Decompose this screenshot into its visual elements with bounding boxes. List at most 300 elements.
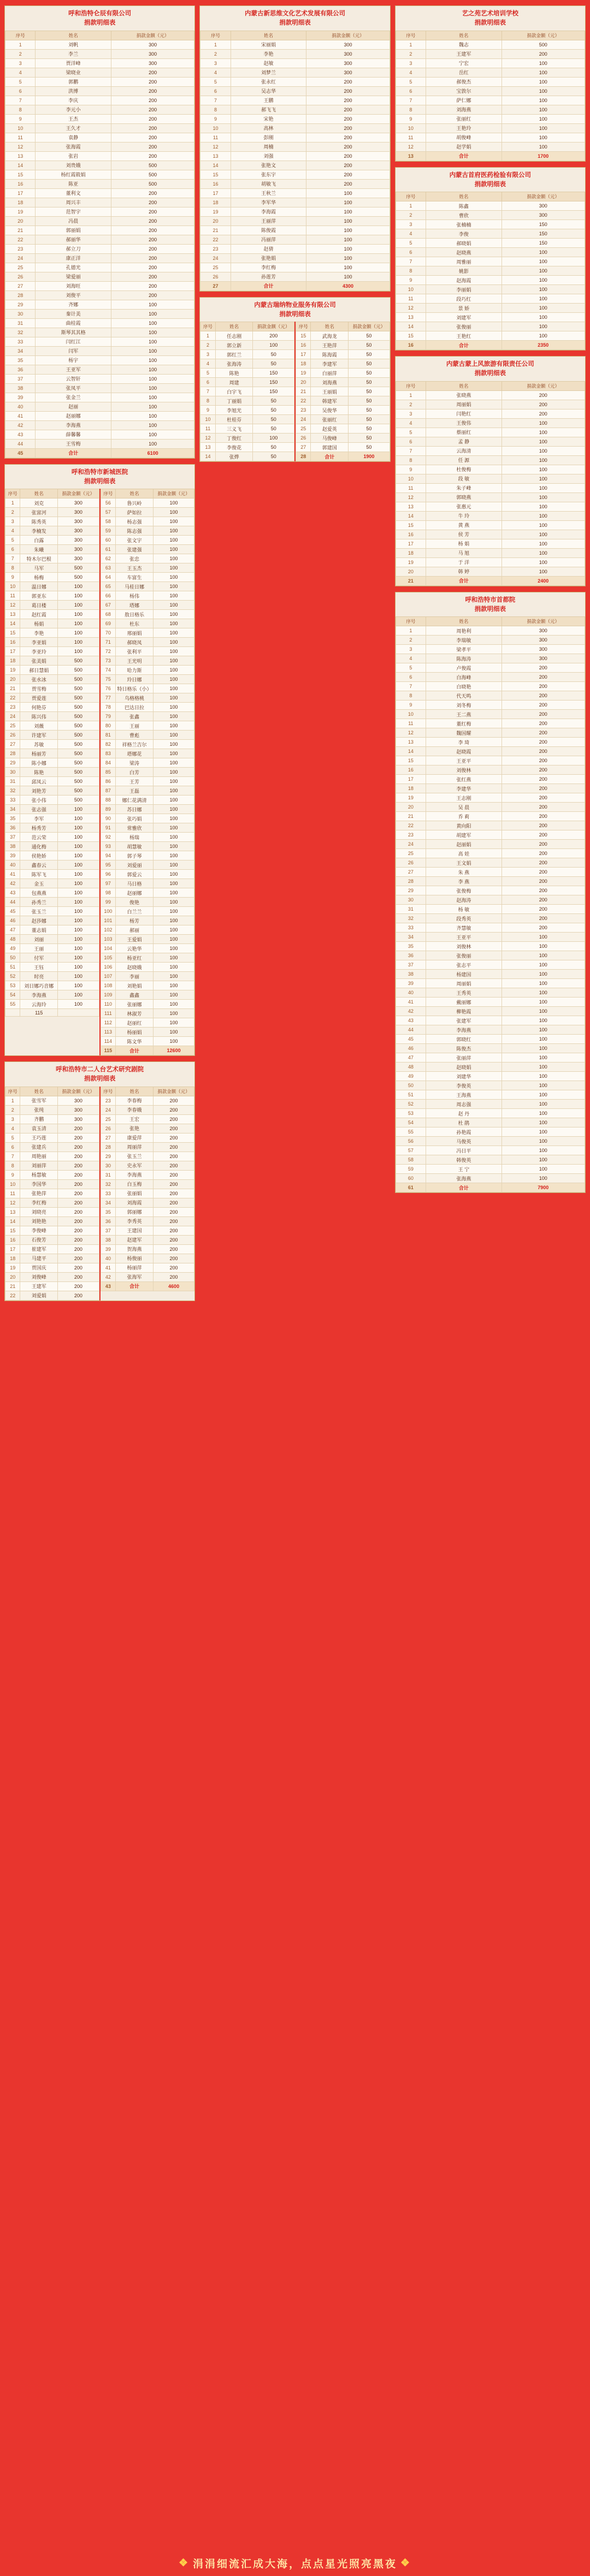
table-row [296,350,390,359]
cell-amt: 100 [153,842,194,851]
column-header-amount: 捐款金额（元） [253,322,294,331]
cell-name: 陈艳 [20,768,58,777]
column-header-amount: 捐款金额（元） [111,31,194,40]
table-row [101,990,194,1000]
cell-idx: 4 [200,359,215,369]
cell-name: 赵丽娜 [116,888,154,898]
table-half-right [101,489,195,1055]
cell-idx: 26 [5,731,20,740]
cell-idx: 6 [5,545,20,554]
cell-idx: 37 [5,374,36,383]
table-row [5,712,99,721]
cell-amt: 100 [502,428,585,437]
cell-amt: 100 [502,58,585,68]
table-row [5,393,194,402]
cell-amt: 200 [502,812,585,821]
cell-name: 张海军 [116,1272,154,1281]
cell-name: 王光明 [116,656,154,666]
cell-name: 李春娥 [116,1105,154,1114]
cell-name: 石俊芳 [20,1235,58,1244]
cell-name: 薛馨馨 [36,430,111,439]
cell-name: 白海峰 [426,673,502,682]
cell-amt: 100 [502,86,585,96]
table-row [5,272,194,281]
table-row [396,539,585,548]
cell-idx: 20 [5,216,36,225]
panel-title: 艺之苑艺术培训学校 捐款明细表 [462,10,519,27]
cell-amt: 500 [58,563,99,573]
table-row [101,526,194,536]
cell-idx: 1 [5,498,20,508]
cell-idx: 2 [396,400,426,409]
cell-amt: 1900 [349,452,390,461]
cell-name: 李俊峰 [20,1226,58,1235]
table-row [5,1263,99,1272]
cell-idx: 28 [5,290,36,300]
cell-name: 李俊花 [215,443,253,452]
cell-idx: 21 [396,576,426,585]
cell-name: 曹欣 [426,211,502,220]
table-row [5,703,99,712]
table-row [200,244,390,253]
cell-name: 吴志华 [231,86,306,96]
cell-amt: 100 [502,520,585,530]
cell-amt: 100 [58,990,99,1000]
table-row [396,960,585,970]
cell-idx: 9 [396,276,426,285]
column-header-amount: 捐款金额（元） [502,192,585,201]
cell-name: 张惠元 [426,502,502,511]
cell-idx: 57 [396,1146,426,1155]
cell-amt: 100 [502,331,585,341]
cell-amt: 200 [58,1142,99,1152]
cell-idx: 29 [5,300,36,309]
cell-name: 郭爱云 [116,870,154,879]
cell-name: 宋丽娟 [231,40,306,49]
cell-amt: 100 [153,721,194,731]
cell-amt: 100 [502,502,585,511]
cell-idx: 5 [200,77,231,86]
cell-idx: 1 [5,1096,20,1105]
cell-idx: 38 [5,842,20,851]
cell-amt: 200 [58,1254,99,1263]
table-row [101,1114,194,1124]
table-row [101,925,194,935]
table-row [396,868,585,877]
cell-amt: 50 [349,350,390,359]
column-header-index: 序号 [396,31,426,40]
cell-idx: 3 [396,645,426,654]
table-row [396,988,585,998]
table-row [296,387,390,396]
cell-idx: 5 [5,77,36,86]
cell-idx: 3 [5,517,20,526]
cell-amt: 200 [58,1235,99,1244]
cell-name: 马俊峰 [311,434,349,443]
cell-amt: 150 [253,369,294,378]
cell-idx: 3 [5,58,36,68]
cell-amt: 100 [502,557,585,567]
cell-amt: 100 [153,601,194,610]
table-row [396,1007,585,1016]
cell-idx: 11 [200,133,231,142]
cell-name: 马俊英 [426,1137,502,1146]
cell-amt: 200 [153,1216,194,1226]
cell-idx: 78 [101,703,115,712]
cell-name: 陈志强 [116,526,154,536]
cell-idx: 42 [5,879,20,888]
cell-amt: 200 [502,914,585,923]
cell-idx: 81 [101,731,115,740]
cell-idx: 2 [5,49,36,58]
cell-name: 高林 [231,123,306,133]
cell-idx: 17 [396,775,426,784]
cell-idx: 9 [200,406,215,415]
cell-amt: 100 [153,805,194,814]
panel-title: 呼和浩特市二人台艺术研究剧院 捐款明细表 [56,1066,144,1083]
table-row [101,833,194,842]
cell-name: 李兰 [36,49,111,58]
table-row [396,849,585,858]
cell-idx: 43 [396,1016,426,1025]
cell-idx: 19 [200,207,231,216]
cell-idx: 11 [396,719,426,728]
cell-amt: 500 [58,758,99,768]
cell-idx: 13 [396,502,426,511]
cell-name: 任 源 [426,455,502,465]
cell-name: 李艳 [231,49,306,58]
cell-name: 刘海霞 [116,1198,154,1207]
table-row [296,341,390,350]
table-row [200,40,390,49]
cell-amt: 100 [502,951,585,960]
column-header-index: 序号 [296,322,311,331]
cell-name: 王亚军 [36,365,111,374]
table-row [396,266,585,276]
table-row [396,201,585,211]
cell-amt: 100 [306,198,390,207]
cell-name: 张丽萍 [426,1053,502,1063]
cell-name: 乔 莉 [426,812,502,821]
cell-idx: 61 [396,1183,426,1192]
cell-idx: 1 [200,331,215,341]
cell-name: 萨仁娜 [426,96,502,105]
cell-idx: 2 [5,1105,20,1114]
cell-idx: 40 [5,402,36,411]
cell-idx: 8 [200,396,215,406]
table-row [101,582,194,591]
cell-idx: 9 [396,701,426,710]
cell-amt: 100 [111,402,194,411]
cell-amt: 100 [306,244,390,253]
cell-name: 郝晓娟 [426,239,502,248]
table-row [5,981,99,990]
cell-idx: 26 [396,858,426,868]
cell-name: 梁孝平 [426,645,502,654]
column-header-name: 姓名 [116,489,154,498]
cell-name: 车富生 [116,573,154,582]
table-row [396,502,585,511]
cell-name: 李庆 [36,96,111,105]
cell-idx: 73 [101,656,115,666]
cell-name: 杜 鹃 [426,1118,502,1127]
cell-name: 张雪军 [20,1096,58,1105]
donation-panel-yizhizhu-peixun [395,5,586,162]
cell-amt: 100 [502,979,585,988]
cell-amt: 100 [58,870,99,879]
cell-idx: 39 [5,393,36,402]
table-row [101,638,194,647]
table-row [5,935,99,944]
cell-name: 魏志 [426,40,502,49]
table-row [396,1090,585,1100]
cell-idx: 8 [5,563,20,573]
table-row [101,517,194,526]
table-row [396,1100,585,1109]
cell-amt: 100 [111,346,194,355]
cell-amt: 200 [306,151,390,161]
donation-panel-neimenggu-xinsiwei [199,5,390,292]
table-row [396,812,585,821]
table-row [396,418,585,428]
cell-name: 史永军 [116,1161,154,1170]
cell-name: 赵海霞 [426,276,502,285]
cell-idx: 110 [101,1000,115,1009]
cell-idx: 15 [5,170,36,179]
cell-name: 杨 娟 [426,539,502,548]
cell-name: 常雅欣 [116,823,154,833]
table-row [396,530,585,539]
cell-name: 李 琦 [426,738,502,747]
cell-amt: 200 [502,886,585,895]
cell-idx: 3 [396,409,426,418]
cell-idx: 39 [5,851,20,860]
column-header-index: 序号 [200,31,231,40]
cell-amt: 100 [153,823,194,833]
cell-idx: 64 [101,573,115,582]
table-row [101,610,194,619]
cell-name: 张巧娟 [116,814,154,823]
cell-idx: 14 [5,161,36,170]
table-row [396,858,585,868]
table-row [101,563,194,573]
cell-idx: 83 [101,749,115,758]
cell-amt: 200 [502,400,585,409]
table-row [101,693,194,703]
cell-amt: 100 [153,925,194,935]
cell-amt: 100 [58,591,99,601]
cell-name: 李春梅 [116,1096,154,1105]
cell-amt: 50 [253,443,294,452]
cell-name: 王磊 [116,786,154,796]
cell-amt: 500 [58,573,99,582]
cell-name: 萨如拉 [116,508,154,517]
cell-idx: 91 [101,823,115,833]
cell-idx: 38 [396,970,426,979]
table-row [101,1018,194,1028]
cell-idx: 21 [200,225,231,235]
cell-amt: 100 [253,341,294,350]
table-row [5,749,99,758]
cell-amt: 100 [153,1018,194,1028]
table-row [5,235,194,244]
table-row [5,758,99,768]
cell-name: 张艳萍 [20,1189,58,1198]
table-half-right [101,1087,195,1301]
cell-idx: 6 [396,248,426,257]
cell-amt: 100 [153,1009,194,1018]
cell-name: 代天鸣 [426,691,502,701]
cell-name: 赵倩 [231,244,306,253]
cell-name: 闫红江 [36,337,111,346]
cell-name: 孙艳霞 [426,1127,502,1137]
cell-idx: 72 [101,647,115,656]
cell-amt: 200 [502,756,585,765]
cell-name: 李亚玲 [20,647,58,656]
table-row [200,207,390,216]
cell-idx: 8 [5,1161,20,1170]
cell-idx: 39 [101,1244,115,1254]
cell-amt: 300 [111,58,194,68]
column-header-index: 序号 [200,322,215,331]
cell-amt: 100 [153,916,194,925]
cell-name: 周丽娟 [426,979,502,988]
table-row [396,784,585,793]
table-row [5,1170,99,1179]
cell-name: 合计 [311,452,349,461]
cell-idx: 18 [5,198,36,207]
cell-idx: 47 [396,1053,426,1063]
table-row [396,673,585,682]
cell-idx: 52 [396,1100,426,1109]
cell-idx: 9 [200,114,231,123]
cell-name: 王钰 [20,963,58,972]
table-row [396,492,585,502]
cell-amt: 100 [58,805,99,814]
cell-amt: 200 [111,253,194,263]
cell-name: 冯丽萍 [231,235,306,244]
cell-name: 梁晓业 [36,68,111,77]
cell-amt: 200 [502,895,585,905]
cell-name: 云艳华 [116,944,154,953]
cell-amt: 100 [58,638,99,647]
cell-idx: 4 [396,418,426,428]
cell-idx: 111 [101,1009,115,1018]
cell-name: 张建兵 [20,1142,58,1152]
table-row [396,474,585,483]
cell-name: 王艳玲 [426,123,502,133]
cell-name: 李国华 [20,1179,58,1189]
table-row [396,1118,585,1127]
cell-idx: 2 [396,49,426,58]
cell-amt: 200 [58,1291,99,1300]
cell-amt: 200 [153,1114,194,1124]
cell-idx: 17 [296,350,311,359]
table-row [396,313,585,322]
cell-amt: 200 [111,272,194,281]
cell-amt: 200 [253,331,294,341]
cell-amt: 500 [58,656,99,666]
table-row [101,1133,194,1142]
cell-name: 冯晨 [36,216,111,225]
table-row [396,1109,585,1118]
cell-amt: 100 [58,814,99,823]
cell-idx: 60 [396,1174,426,1183]
cell-idx: 16 [5,1235,20,1244]
cell-amt: 100 [153,610,194,619]
cell-amt: 300 [58,517,99,526]
cell-idx: 79 [101,712,115,721]
table-row [200,151,390,161]
cell-amt: 100 [58,944,99,953]
cell-amt: 300 [58,536,99,545]
cell-amt: 100 [502,68,585,77]
cell-amt: 200 [306,170,390,179]
cell-idx: 30 [5,768,20,777]
cell-amt: 200 [153,1198,194,1207]
cell-idx: 29 [396,886,426,895]
cell-amt: 100 [153,944,194,953]
table-row [101,1254,194,1263]
cell-name: 丁俊红 [215,434,253,443]
table-row [396,970,585,979]
cell-amt: 100 [58,851,99,860]
cell-name: 彭刚 [231,133,306,142]
cell-amt: 500 [58,675,99,684]
column-header-amount: 捐款金额（元） [153,489,194,498]
cell-amt: 100 [502,1155,585,1165]
cell-idx: 31 [101,1170,115,1179]
cell-idx: 71 [101,638,115,647]
table-row [5,281,194,290]
cell-idx: 10 [396,123,426,133]
cell-name: 段秀英 [426,914,502,923]
cell-idx: 41 [5,411,36,420]
cell-idx: 62 [101,554,115,563]
cell-idx: 23 [5,244,36,253]
table-row [200,406,294,415]
cell-amt: 100 [153,814,194,823]
cell-idx: 26 [200,272,231,281]
cell-amt: 300 [58,1114,99,1124]
cell-amt: 100 [502,248,585,257]
cell-idx: 33 [101,1189,115,1198]
cell-idx: 37 [396,960,426,970]
table-row [101,536,194,545]
cell-name: 贾雪梅 [20,684,58,693]
cell-name: 王鹏 [231,96,306,105]
cell-idx: 16 [296,341,311,350]
cell-idx: 41 [5,870,20,879]
cell-name: 王丽 [20,944,58,953]
cell-name: 付军 [20,953,58,963]
cell-idx: 10 [5,582,20,591]
cell-amt: 50 [349,387,390,396]
donation-table [101,1087,195,1291]
cell-name: 杨伟 [116,591,154,601]
footer-deco-left: ❖ [178,2557,190,2569]
cell-amt: 200 [153,1272,194,1281]
cell-idx: 13 [5,151,36,161]
cell-idx: 36 [5,823,20,833]
cell-idx: 6 [396,673,426,682]
cell-name: 周雅丽 [426,257,502,266]
cell-idx: 92 [101,833,115,842]
cell-amt: 100 [502,1118,585,1127]
cell-name: 李亚娟 [20,638,58,647]
table-row [5,684,99,693]
table-row [5,1152,99,1161]
